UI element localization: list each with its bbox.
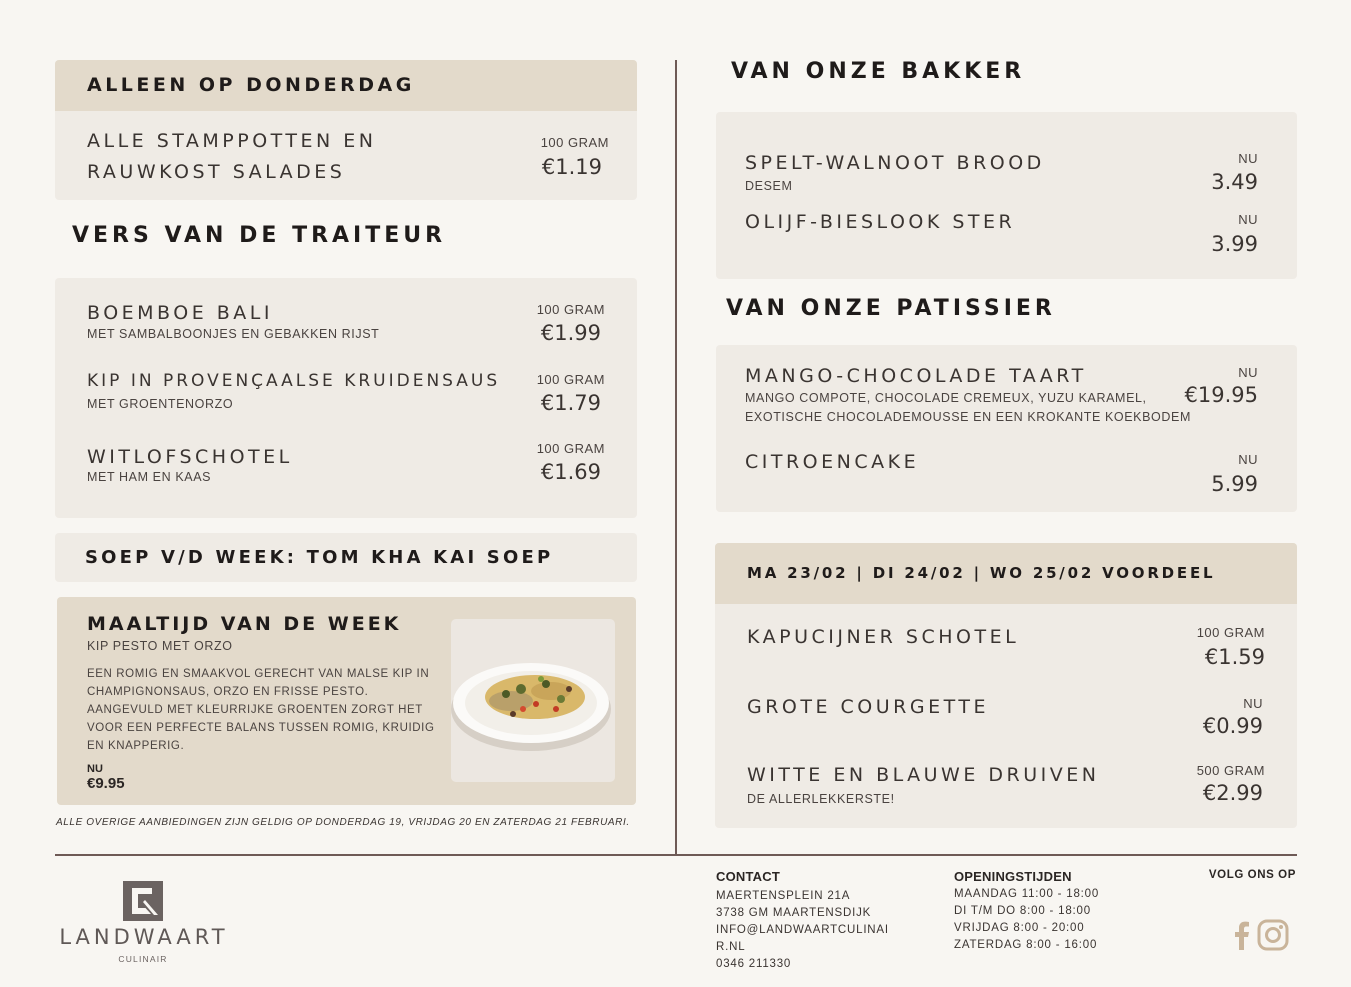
deal-header: MA 23/02 | DI 24/02 | WO 25/02 VOORDEEL bbox=[747, 564, 1216, 582]
thursday-price: €1.19 bbox=[541, 155, 602, 179]
meal-price: €9.95 bbox=[87, 775, 125, 792]
hours-line: DI T/M DO 8:00 - 18:00 bbox=[954, 905, 1091, 917]
vertical-divider bbox=[675, 60, 677, 855]
hours-block bbox=[954, 886, 1099, 954]
traiteur-title: VERS VAN DE TRAITEUR bbox=[72, 223, 447, 248]
bakker-item-name: SPELT-WALNOOT BROOD bbox=[745, 152, 1045, 174]
deal-item-price: €2.99 bbox=[1202, 781, 1263, 805]
thursday-unit: 100 GRAM bbox=[540, 135, 609, 150]
contact-phone: 0346 211330 bbox=[716, 958, 792, 970]
patissier-item-unit: NU bbox=[1238, 452, 1258, 467]
meal-unit: NU bbox=[87, 763, 103, 775]
brand-logo bbox=[55, 880, 235, 970]
deal-item-name: WITTE EN BLAUWE DRUIVEN bbox=[747, 764, 1100, 786]
facebook-icon[interactable] bbox=[1233, 920, 1251, 950]
thursday-item-line1: ALLE STAMPPOTTEN EN bbox=[87, 130, 377, 152]
instagram-icon[interactable] bbox=[1257, 919, 1289, 951]
meal-description-line: AANGEVULD MET KLEURRIJKE GROENTEN ZORGT HET bbox=[87, 704, 423, 716]
patissier-item-name: MANGO-CHOCOLADE TAART bbox=[745, 365, 1087, 387]
meal-photo bbox=[451, 619, 615, 782]
thursday-header: ALLEEN OP DONDERDAG bbox=[87, 74, 415, 96]
social-title: VOLG ONS OP bbox=[1208, 869, 1296, 881]
traiteur-item-name: BOEMBOE BALI bbox=[87, 302, 273, 324]
patissier-item-unit: NU bbox=[1238, 365, 1258, 380]
patissier-item-sub: EXOTISCHE CHOCOLADEMOUSSE EN EEN KROKANTE KOEKBODEM bbox=[745, 410, 1191, 424]
bakker-item-price: 3.49 bbox=[1211, 170, 1258, 194]
patissier-item-price: €19.95 bbox=[1184, 383, 1258, 407]
deal-item-price: €0.99 bbox=[1202, 714, 1263, 738]
hours-line: MAANDAG 11:00 - 18:00 bbox=[954, 888, 1100, 900]
traiteur-item-name: KIP IN PROVENÇAALSE KRUIDENSAUS bbox=[87, 371, 501, 391]
patissier-item-price: 5.99 bbox=[1211, 472, 1258, 496]
deal-item-name: GROTE COURGETTE bbox=[747, 696, 989, 718]
hours-line: VRIJDAG 8:00 - 20:00 bbox=[954, 922, 1085, 934]
footnote: ALLE OVERIGE AANBIEDINGEN ZIJN GELDIG OP DONDERDAG 19, VRIJDAG 20 EN ZATERDAG 21 FEBRUARI. bbox=[56, 817, 630, 828]
meal-description-line: EEN ROMIG EN SMAAKVOL GERECHT VAN MALSE KIP IN bbox=[87, 668, 430, 680]
traiteur-item-sub: MET GROENTENORZO bbox=[87, 397, 234, 411]
traiteur-item-price: €1.69 bbox=[540, 460, 601, 484]
meal-description-line: VOOR EEN PERFECTE BALANS TUSSEN ROMIG, KRUIDIG bbox=[87, 722, 435, 734]
thursday-item-line2: RAUWKOST SALADES bbox=[87, 161, 346, 183]
hours-title: OPENINGSTIJDEN bbox=[954, 869, 1072, 884]
traiteur-item-unit: 100 GRAM bbox=[536, 372, 605, 387]
deal-item-price: €1.59 bbox=[1204, 645, 1265, 669]
meal-title: MAALTIJD VAN DE WEEK bbox=[87, 613, 402, 635]
contact-line: MAERTENSPLEIN 21A bbox=[716, 890, 851, 902]
bakker-item-price: 3.99 bbox=[1211, 232, 1258, 256]
footer-divider bbox=[55, 854, 1297, 856]
contact-line: 3738 GM MAARTENSDIJK bbox=[716, 907, 872, 919]
contact-block bbox=[716, 888, 889, 973]
bakker-item-sub: DESEM bbox=[745, 179, 793, 193]
bakker-item-unit: NU bbox=[1238, 151, 1258, 166]
contact-title: CONTACT bbox=[716, 869, 780, 884]
soup-title: SOEP V/D WEEK: TOM KHA KAI SOEP bbox=[85, 547, 554, 568]
hours-line: ZATERDAG 8:00 - 16:00 bbox=[954, 939, 1098, 951]
meal-subtitle: KIP PESTO MET ORZO bbox=[87, 639, 233, 653]
traiteur-item-price: €1.99 bbox=[540, 321, 601, 345]
patissier-title: VAN ONZE PATISSIER bbox=[726, 296, 1056, 321]
contact-email-link[interactable]: INFO@LANDWAARTCULINAI bbox=[716, 924, 889, 936]
patissier-item-sub: MANGO COMPOTE, CHOCOLADE CREMEUX, YUZU KARAMEL, bbox=[745, 391, 1147, 405]
brand-subtitle: CULINAIR bbox=[118, 954, 168, 964]
deal-item-name: KAPUCIJNER SCHOTEL bbox=[747, 626, 1020, 648]
deal-item-sub: DE ALLERLEKKERSTE! bbox=[747, 792, 895, 806]
bakker-item-unit: NU bbox=[1238, 212, 1258, 227]
traiteur-item-unit: 100 GRAM bbox=[536, 302, 605, 317]
deal-item-unit: 100 GRAM bbox=[1196, 625, 1265, 640]
meal-description-line: EN KNAPPERIG. bbox=[87, 740, 185, 752]
bakker-title: VAN ONZE BAKKER bbox=[731, 59, 1026, 84]
traiteur-item-unit: 100 GRAM bbox=[536, 441, 605, 456]
meal-description-line: CHAMPIGNONSAUS, ORZO EN FRISSE PESTO. bbox=[87, 686, 369, 698]
brand-name: LANDWAART bbox=[59, 925, 229, 949]
traiteur-item-sub: MET SAMBALBOONJES EN GEBAKKEN RIJST bbox=[87, 327, 380, 341]
traiteur-item-name: WITLOFSCHOTEL bbox=[87, 446, 293, 468]
traiteur-item-sub: MET HAM EN KAAS bbox=[87, 470, 212, 484]
contact-email-link[interactable]: R.NL bbox=[716, 941, 746, 953]
deal-item-unit: 500 GRAM bbox=[1196, 763, 1265, 778]
patissier-item-name: CITROENCAKE bbox=[745, 451, 920, 473]
bakker-item-name: OLIJF-BIESLOOK STER bbox=[745, 211, 1016, 233]
logo-mark-icon bbox=[123, 881, 163, 921]
deal-item-unit: NU bbox=[1243, 696, 1263, 711]
traiteur-item-price: €1.79 bbox=[540, 391, 601, 415]
meal-description bbox=[87, 665, 437, 755]
